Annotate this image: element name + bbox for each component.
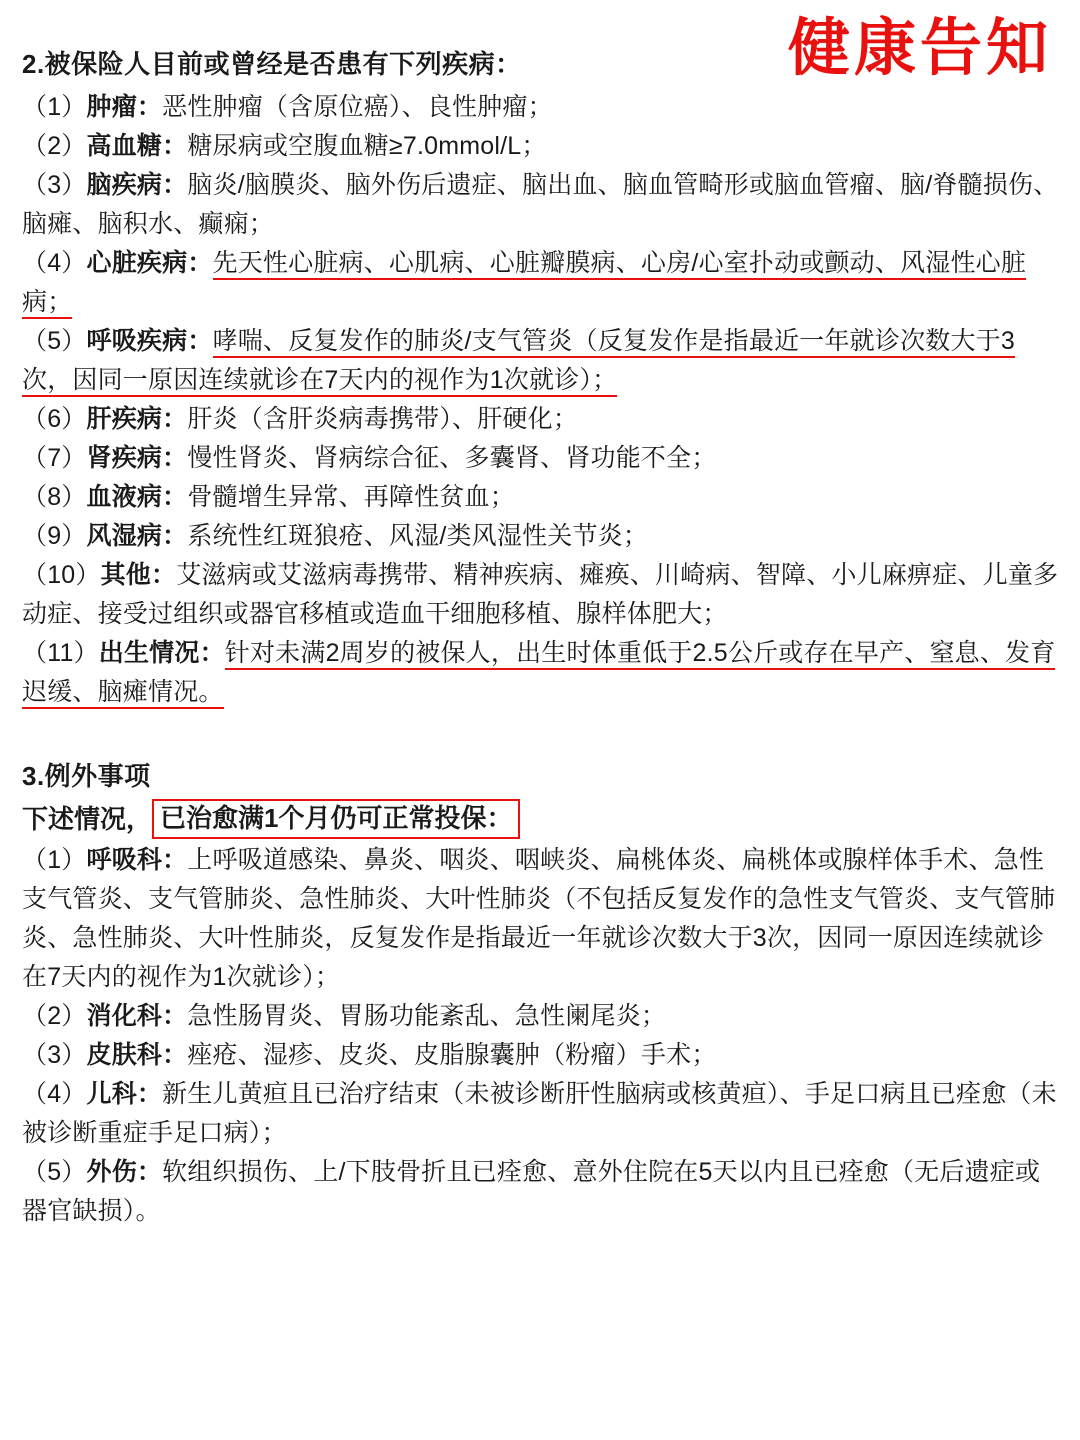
list-item	[22, 478, 1060, 517]
item-term: 高血糖：	[86, 131, 188, 160]
item-term: 肾疾病：	[86, 443, 188, 472]
item-term: 肿瘤：	[86, 92, 163, 121]
item-text: 脑炎/脑膜炎、脑外伤后遗症、脑出血、脑血管畸形或脑血管瘤、脑/脊髓损伤、脑瘫、脑积水、癫痫；	[22, 170, 1059, 238]
list-item	[22, 997, 1060, 1036]
list-item	[22, 88, 1060, 127]
item-number: （4）	[22, 1079, 87, 1108]
item-number: （3）	[22, 170, 87, 199]
item-term: 心脏疾病：	[86, 248, 213, 277]
list-item	[22, 517, 1060, 556]
item-term: 其他：	[100, 560, 177, 589]
item-text: 骨髓增生异常、再障性贫血；	[187, 482, 515, 511]
item-number: （3）	[22, 1040, 87, 1069]
item-term: 出生情况：	[98, 638, 225, 667]
list-item	[22, 841, 1060, 997]
item-text: 哮喘、反复发作的肺炎/支气管炎（反复发作是指最近一年就诊次数大于3次，因同一原因连续就诊在7天内的视作为1次就诊）；	[22, 327, 1015, 397]
item-number: （5）	[22, 1157, 87, 1186]
item-term: 呼吸疾病：	[86, 326, 213, 355]
item-text: 急性肠胃炎、胃肠功能紊乱、急性阑尾炎；	[187, 1001, 667, 1030]
list-item	[22, 166, 1060, 244]
item-term: 脑疾病：	[86, 170, 188, 199]
section-2-items	[22, 88, 1060, 712]
item-text: 慢性肾炎、肾病综合征、多囊肾、肾功能不全；	[187, 443, 717, 472]
list-item	[22, 556, 1060, 634]
item-term: 风湿病：	[86, 521, 188, 550]
item-number: （4）	[22, 248, 87, 277]
item-text: 先天性心脏病、心肌病、心脏瓣膜病、心房/心室扑动或颤动、风湿性心脏病；	[22, 249, 1026, 319]
list-item	[22, 1036, 1060, 1075]
item-text: 痤疮、湿疹、皮炎、皮脂腺囊肿（粉瘤）手术；	[187, 1040, 717, 1069]
section-3-lead-highlight: 已治愈满1个月仍可正常投保：	[152, 799, 520, 839]
watermark-title: 健康告知	[787, 14, 1052, 83]
section-3-heading: 3.例外事项	[22, 760, 151, 791]
list-item	[22, 244, 1060, 322]
item-text: 系统性红斑狼疮、风湿/类风湿性关节炎；	[187, 521, 649, 550]
item-term: 儿科：	[86, 1079, 163, 1108]
item-number: （2）	[22, 131, 87, 160]
item-number: （9）	[22, 521, 87, 550]
list-item	[22, 127, 1060, 166]
list-item	[22, 1075, 1060, 1153]
item-number: （6）	[22, 404, 87, 433]
list-item	[22, 439, 1060, 478]
item-text: 糖尿病或空腹血糖≥7.0mmol/L；	[187, 131, 547, 160]
item-text: 针对未满2周岁的被保人，出生时体重低于2.5公斤或存在早产、窒息、发育迟缓、脑瘫情况。	[22, 639, 1055, 709]
item-number: （7）	[22, 443, 87, 472]
item-number: （1）	[22, 845, 87, 874]
item-term: 呼吸科：	[86, 845, 188, 874]
item-number: （8）	[22, 482, 87, 511]
list-item	[22, 400, 1060, 439]
item-text: 肝炎（含肝炎病毒携带）、肝硬化；	[187, 404, 579, 433]
item-term: 外伤：	[86, 1157, 163, 1186]
section-3-items	[22, 841, 1060, 1231]
item-number: （1）	[22, 92, 87, 121]
item-text: 上呼吸道感染、鼻炎、咽炎、咽峡炎、扁桃体炎、扁桃体或腺样体手术、急性支气管炎、支气管肺炎、急性肺炎、大叶性肺炎（不包括反复发作的急性支气管炎、支气管肺炎、急性肺炎、大叶性肺炎，反复发作是指最近一年就诊次数大于3次，因同一原因连续就诊在7天内的视作为1次就诊）；	[22, 845, 1056, 991]
list-item	[22, 322, 1060, 400]
section-3-lead	[22, 799, 1060, 839]
section-2-heading: 2.被保险人目前或曾经是否患有下列疾病：	[22, 49, 522, 79]
list-item	[22, 1153, 1060, 1231]
item-text: 恶性肿瘤（含原位癌）、良性肿瘤；	[162, 92, 553, 121]
item-text: 艾滋病或艾滋病毒携带、精神疾病、瘫痪、川崎病、智障、小儿麻痹症、儿童多动症、接受过组织或器官移植或造血干细胞移植、腺样体肥大；	[22, 560, 1059, 628]
item-text: 软组织损伤、上/下肢骨折且已痊愈、意外住院在5天以内且已痊愈（无后遗症或器官缺损）。	[22, 1157, 1041, 1225]
item-term: 消化科：	[86, 1001, 188, 1030]
item-term: 肝疾病：	[86, 404, 188, 433]
item-number: （10）	[22, 560, 101, 589]
item-number: （11）	[22, 638, 99, 667]
item-number: （2）	[22, 1001, 87, 1030]
item-number: （5）	[22, 326, 87, 355]
item-term: 血液病：	[86, 482, 188, 511]
section-3-lead-prefix: 下述情况，	[22, 803, 153, 834]
list-item	[22, 634, 1060, 712]
item-term: 皮肤科：	[86, 1040, 188, 1069]
item-text: 新生儿黄疸且已治疗结束（未被诊断肝性脑病或核黄疸）、手足口病且已痊愈（未被诊断重症手足口病）；	[22, 1079, 1057, 1147]
